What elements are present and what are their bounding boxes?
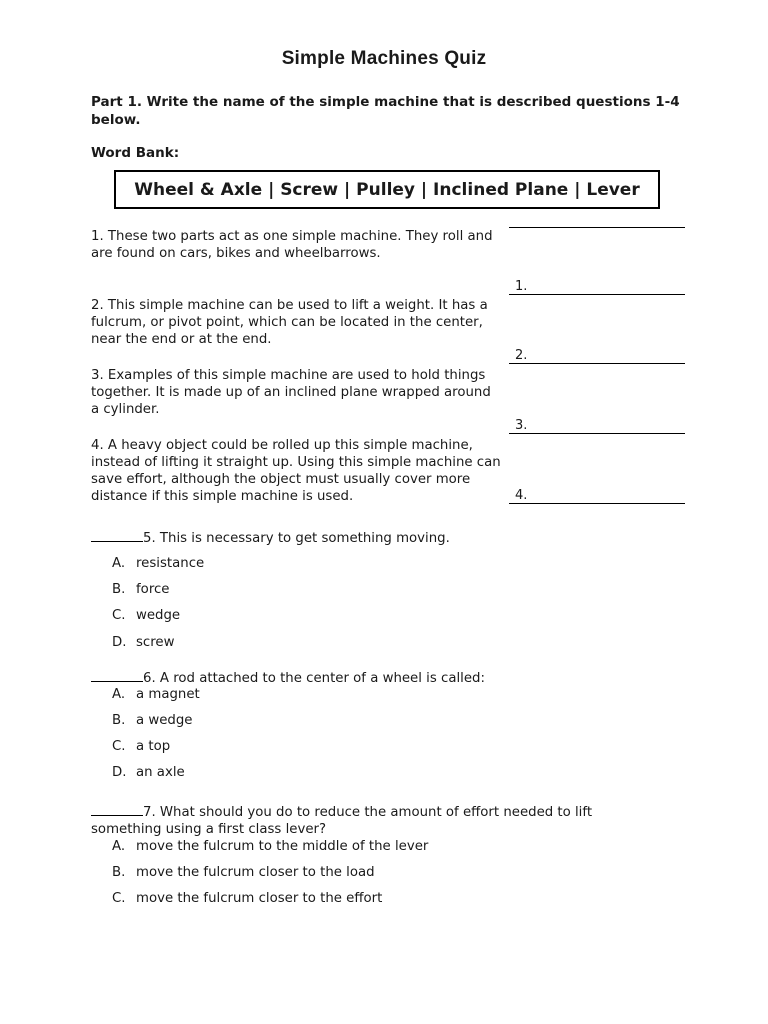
option-letter: C.	[112, 608, 126, 623]
option-7a	[112, 838, 428, 855]
option-7c	[112, 890, 382, 907]
option-text: screw	[136, 635, 175, 650]
answer-line-label: 2.	[515, 348, 528, 363]
question-2: 2. This simple machine can be used to lift a weight. It has a fulcrum, or pivot point, which can be located in the center, near the end or at the end.	[91, 298, 488, 347]
option-letter: B.	[112, 865, 126, 880]
option-text: an axle	[136, 765, 185, 780]
answer-line-1[interactable]	[509, 279, 685, 295]
question-7-stem: 7. What should you do to reduce the amount of effort needed to lift something using a first class lever?	[91, 805, 593, 837]
answer-blank[interactable]	[91, 529, 143, 542]
question-3: 3. Examples of this simple machine are used to hold things together. It is made up of an inclined plane wrapped around a cylinder.	[91, 368, 491, 417]
answer-line-label: 1.	[515, 279, 528, 294]
answer-line-label: 4.	[515, 488, 528, 503]
option-6c	[112, 738, 170, 755]
option-7b	[112, 864, 375, 881]
option-text: move the fulcrum closer to the effort	[136, 891, 383, 906]
question-1: 1. These two parts act as one simple machine. They roll and are found on cars, bikes and wheelbarrows.	[91, 229, 493, 261]
word-bank-terms: Wheel & Axle | Screw | Pulley | Inclined Plane | Lever	[134, 179, 640, 200]
option-text: move the fulcrum closer to the load	[136, 865, 375, 880]
word-bank-label: Word Bank:	[91, 145, 180, 161]
answer-line-3[interactable]	[509, 418, 685, 434]
option-text: a top	[136, 739, 171, 754]
option-text: a wedge	[136, 713, 193, 728]
option-6b	[112, 712, 193, 729]
page-title: Simple Machines Quiz	[281, 48, 487, 69]
answer-blank[interactable]	[91, 803, 143, 816]
option-text: resistance	[136, 556, 205, 571]
option-text: wedge	[136, 608, 181, 623]
answer-line-2[interactable]	[509, 348, 685, 364]
question-4: 4. A heavy object could be rolled up this simple machine, instead of lifting it straight up. Using this simple machine can save effort, although the object must usually cover more distance if this simple machine is used.	[91, 438, 501, 504]
option-letter: B.	[112, 713, 126, 728]
option-letter: D.	[112, 765, 127, 780]
part1-instructions: Part 1. Write the name of the simple machine that is described questions 1-4 below.	[91, 94, 680, 128]
option-5a	[112, 555, 204, 572]
option-letter: C.	[112, 891, 126, 906]
question-6-stem: 6. A rod attached to the center of a wheel is called:	[143, 671, 485, 686]
option-text: a magnet	[136, 687, 200, 702]
option-letter: D.	[112, 635, 127, 650]
answer-blank[interactable]	[91, 669, 143, 682]
question-6	[91, 669, 631, 687]
question-5	[91, 529, 631, 547]
answer-line-4[interactable]	[509, 488, 685, 504]
question-7	[91, 803, 631, 838]
option-letter: A.	[112, 687, 126, 702]
option-text: move the fulcrum to the middle of the lever	[136, 839, 429, 854]
option-letter: A.	[112, 839, 126, 854]
option-letter: C.	[112, 739, 126, 754]
option-6d	[112, 764, 185, 781]
option-5d	[112, 634, 174, 651]
answer-line-label: 3.	[515, 418, 528, 433]
answer-line-top[interactable]	[509, 212, 685, 228]
question-5-stem: 5. This is necessary to get something moving.	[143, 531, 450, 546]
option-letter: B.	[112, 582, 126, 597]
option-5b	[112, 581, 169, 598]
word-bank-box	[114, 170, 660, 209]
option-text: force	[136, 582, 170, 597]
option-6a	[112, 686, 200, 703]
option-5c	[112, 607, 180, 624]
option-letter: A.	[112, 556, 126, 571]
